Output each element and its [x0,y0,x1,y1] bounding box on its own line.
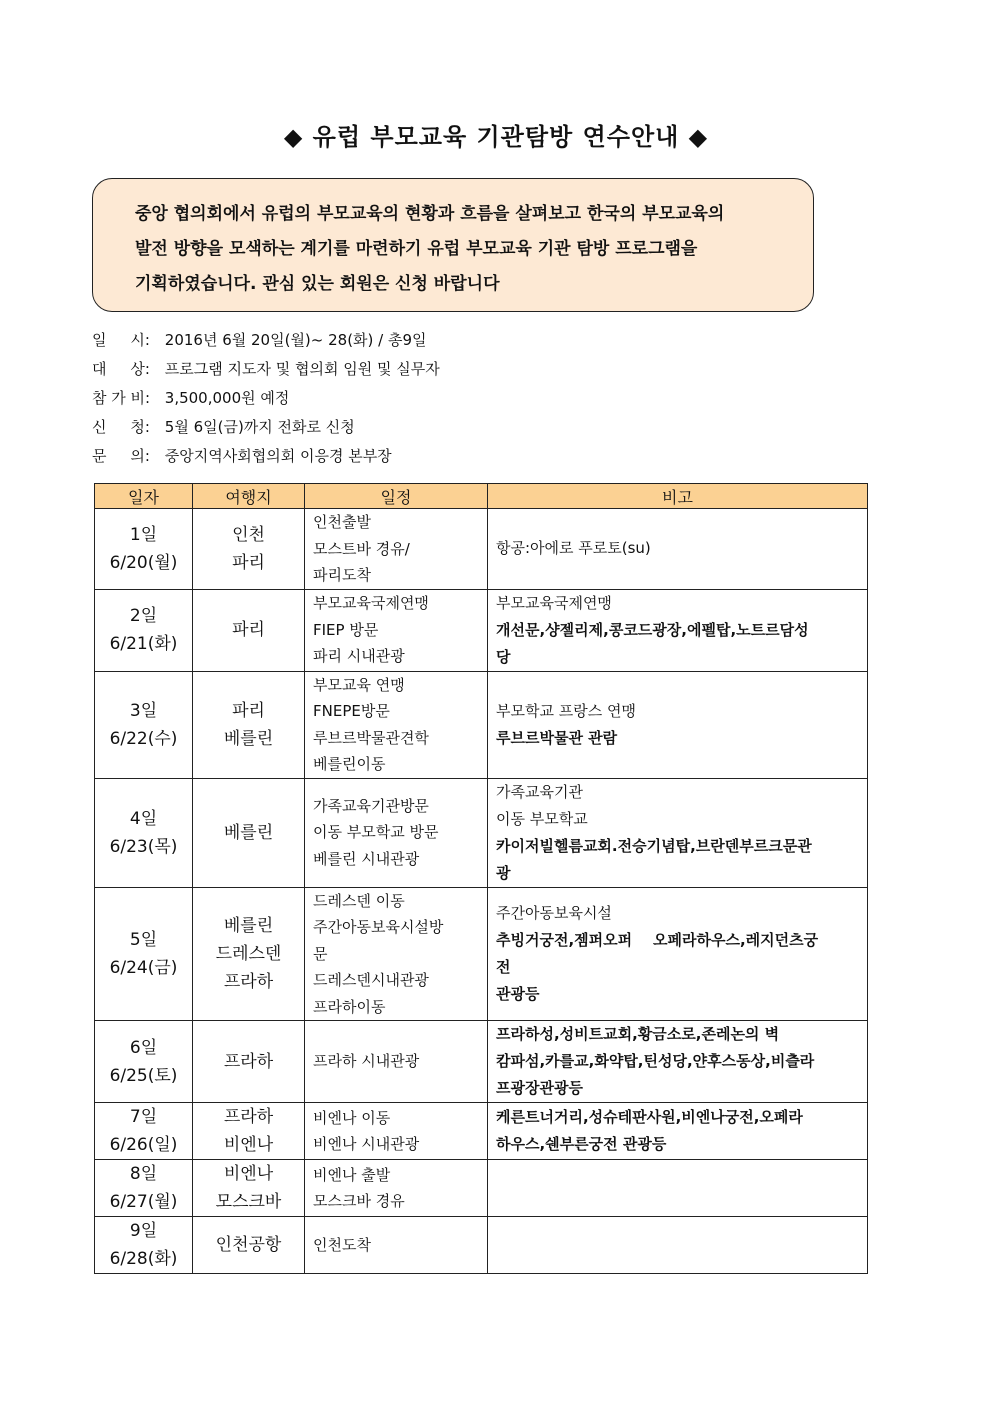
cell-note-line: 캄파섬,카를교,화약탑,틴성당,얀후스동상,비츨라 [496,1052,815,1070]
info-label: 참 가 비: [92,389,151,407]
cell-destination-line: 모스크바 [215,1192,282,1212]
cell-day-line: 6/22(수) [109,728,178,749]
info-value: 3,500,000원 예정 [164,389,290,407]
intro-box [92,178,814,312]
cell-note-line: 케른트너거리,성슈테판사원,비엔나궁전,오페라 [496,1108,803,1126]
cell-day [95,778,193,887]
cell-note-line: 관광등 [496,984,540,1003]
cell-day-line: 7일 [129,1107,158,1127]
cell-destination-line: 비엔나 [223,1164,274,1184]
cell-day-line: 6/28(화) [109,1249,178,1269]
table-row [95,509,868,590]
cell-note-line: 루브르박물관 관람 [496,728,618,747]
cell-destination [193,778,305,887]
table-row [95,589,868,671]
cell-destination [193,1021,305,1103]
cell-note [488,778,868,887]
cell-plan-line: FNEPE방문 [313,702,390,720]
cell-plan-line: 비엔나 출발 [313,1165,391,1184]
cell-note [488,589,868,671]
col-header-destination: 여행지 [193,484,305,509]
cell-plan-line: 비엔나 이동 [313,1108,391,1127]
info-row-contact [92,442,440,471]
cell-destination-line: 비엔나 [223,1135,274,1155]
cell-day-line: 3일 [129,700,158,721]
cell-day-line: 6/20(월) [109,552,178,573]
cell-note [488,1217,868,1274]
info-value: 중앙지역사회협의회 이응경 본부장 [164,447,392,465]
cell-note-line: 당 [496,647,511,666]
info-label: 신 청: [92,418,150,436]
cell-note-line: 가족교육기관 [496,782,583,801]
cell-day-line: 2일 [129,606,158,626]
cell-destination-line: 프라하 [223,1051,274,1072]
cell-note [488,887,868,1021]
schedule-table [94,483,868,1274]
cell-destination [193,887,305,1021]
cell-day-line: 6/21(화) [109,634,178,654]
cell-note-line: 프라하성,성비트교회,황금소로,존레논의 벽 [496,1025,780,1043]
cell-plan-line: 인천출발 [313,513,371,531]
cell-plan [305,1160,488,1217]
table-header-row [95,484,868,509]
cell-note [488,1160,868,1217]
cell-note-line: 주간아동보육시설 [496,903,612,922]
cell-plan-line: 파리 시내관광 [313,647,405,666]
schedule-body [95,509,868,1274]
cell-plan-line: 부모교육 연맹 [313,675,405,694]
info-row-date [92,326,440,355]
cell-note-line: 하우스,쉔부른궁전 관광등 [496,1135,667,1153]
table-row [95,1217,868,1274]
cell-plan [305,887,488,1021]
col-header-day: 일자 [95,484,193,509]
cell-destination [193,1217,305,1274]
intro-line: 발전 방향을 모색하는 계기를 마련하기 유럽 부모교육 기관 탐방 프로그램을 [135,239,698,259]
col-header-note: 비고 [488,484,868,509]
cell-plan-line: 프라하이동 [313,997,386,1016]
cell-plan-line: 모스트바 경유/ [313,539,410,558]
table-row [95,1021,868,1103]
info-row-apply [92,413,440,442]
info-row-target [92,355,440,384]
info-value: 2016년 6월 20일(월)~ 28(화) / 총9일 [164,331,427,349]
cell-plan [305,1103,488,1160]
cell-plan-line: 부모교육국제연맹 [313,594,429,613]
cell-plan [305,1217,488,1274]
cell-destination-line: 베를린 [223,822,274,843]
cell-day-line: 8일 [129,1164,158,1184]
info-value: 5월 6일(금)까지 전화로 신청 [164,418,355,436]
cell-note [488,1103,868,1160]
cell-plan [305,589,488,671]
cell-plan-line: 파리도착 [313,566,371,584]
page-title: ◆ 유럽 부모교육 기관탐방 연수안내 ◆ [283,123,709,151]
cell-day-line: 9일 [129,1221,158,1241]
cell-destination [193,1103,305,1160]
cell-note-line: 광 [496,863,511,882]
intro-line: 기획하였습니다. 관심 있는 회원은 신청 바랍니다 [135,274,500,294]
cell-destination-line: 파리 [232,620,265,640]
cell-day-line: 6/27(월) [109,1192,178,1212]
cell-plan [305,509,488,590]
cell-plan-line: 모스크바 경유 [313,1192,405,1210]
table-row [95,1160,868,1217]
cell-note-line: 프광장관광등 [496,1079,583,1097]
cell-destination [193,1160,305,1217]
cell-plan-line: 베를린 시내관광 [313,849,420,868]
cell-day-line: 6/26(일) [109,1135,178,1155]
cell-day [95,1103,193,1160]
cell-day [95,671,193,778]
col-header-plan: 일정 [305,484,488,509]
cell-plan-line: 루브르박물관견학 [313,728,429,747]
cell-plan-line: 프라하 시내관광 [313,1052,420,1071]
cell-plan-line: 문 [313,944,328,963]
cell-destination-line: 베를린 [223,915,274,936]
cell-plan [305,671,488,778]
cell-note-line: 항공:아에로 푸로토(su) [496,539,651,558]
info-value: 프로그램 지도자 및 협의회 임원 및 실무자 [164,360,440,378]
cell-destination-line: 파리 [232,552,265,573]
cell-plan-line: 이동 부모학교 방문 [313,823,439,842]
table-row [95,778,868,887]
intro-line: 중앙 협의회에서 유럽의 부모교육의 현황과 흐름을 살펴보고 한국의 부모교육의 [135,204,725,224]
cell-plan-line: FIEP 방문 [313,620,379,639]
cell-day-line: 6/25(토) [109,1065,178,1086]
cell-destination-line: 프라하 [223,971,274,992]
cell-day-line: 1일 [129,524,158,545]
cell-note-line: 부모교육국제연맹 [496,593,612,612]
cell-destination-line: 인천 [232,524,265,545]
cell-note-line: 추빙거궁전,젬퍼오퍼 오페라하우스,레지던츠궁 [496,930,819,949]
cell-day-line: 4일 [129,808,158,829]
cell-plan-line: 비엔나 시내관광 [313,1135,420,1153]
cell-plan-line: 인천도착 [313,1235,371,1254]
cell-destination-line: 베를린 [223,728,274,749]
cell-destination-line: 프라하 [223,1107,274,1127]
cell-day [95,887,193,1021]
cell-day-line: 6/24(금) [109,957,178,978]
cell-plan-line: 베를린이동 [313,755,386,773]
cell-note [488,1021,868,1103]
cell-note-line: 이동 부모학교 [496,809,588,828]
cell-plan [305,778,488,887]
cell-plan-line: 주간아동보육시설방 [313,918,444,936]
cell-day [95,509,193,590]
info-label: 대 상: [92,360,150,378]
table-row [95,1103,868,1160]
cell-day-line: 6일 [129,1037,158,1058]
cell-day [95,1217,193,1274]
info-row-fee [92,384,440,413]
table-row [95,671,868,778]
cell-note [488,509,868,590]
cell-note-line: 전 [496,957,511,976]
cell-plan-line: 드레스덴 이동 [313,891,405,910]
cell-note [488,671,868,778]
cell-destination [193,589,305,671]
info-label: 문 의: [92,447,150,465]
cell-plan-line: 드레스덴시내관광 [313,971,429,989]
cell-destination-line: 드레스덴 [215,943,282,964]
cell-note-line: 개선문,샹젤리제,콩코드광장,에펠탑,노트르담성 [496,620,809,639]
cell-day-line: 5일 [129,929,158,950]
cell-destination-line: 인천공항 [215,1235,282,1255]
cell-note-line: 카이저빌헬름교회.전승기념탑,브란덴부르크문관 [496,836,812,855]
cell-day [95,1160,193,1217]
cell-destination-line: 파리 [232,700,265,721]
cell-day [95,1021,193,1103]
cell-plan-line: 가족교육기관방문 [313,796,429,815]
cell-day-line: 6/23(목) [109,836,178,857]
cell-plan [305,1021,488,1103]
cell-day [95,589,193,671]
cell-note-line: 부모학교 프랑스 연맹 [496,701,636,720]
table-row [95,887,868,1021]
cell-destination [193,671,305,778]
info-label: 일 시: [92,331,150,349]
cell-destination [193,509,305,590]
info-list [92,326,440,471]
